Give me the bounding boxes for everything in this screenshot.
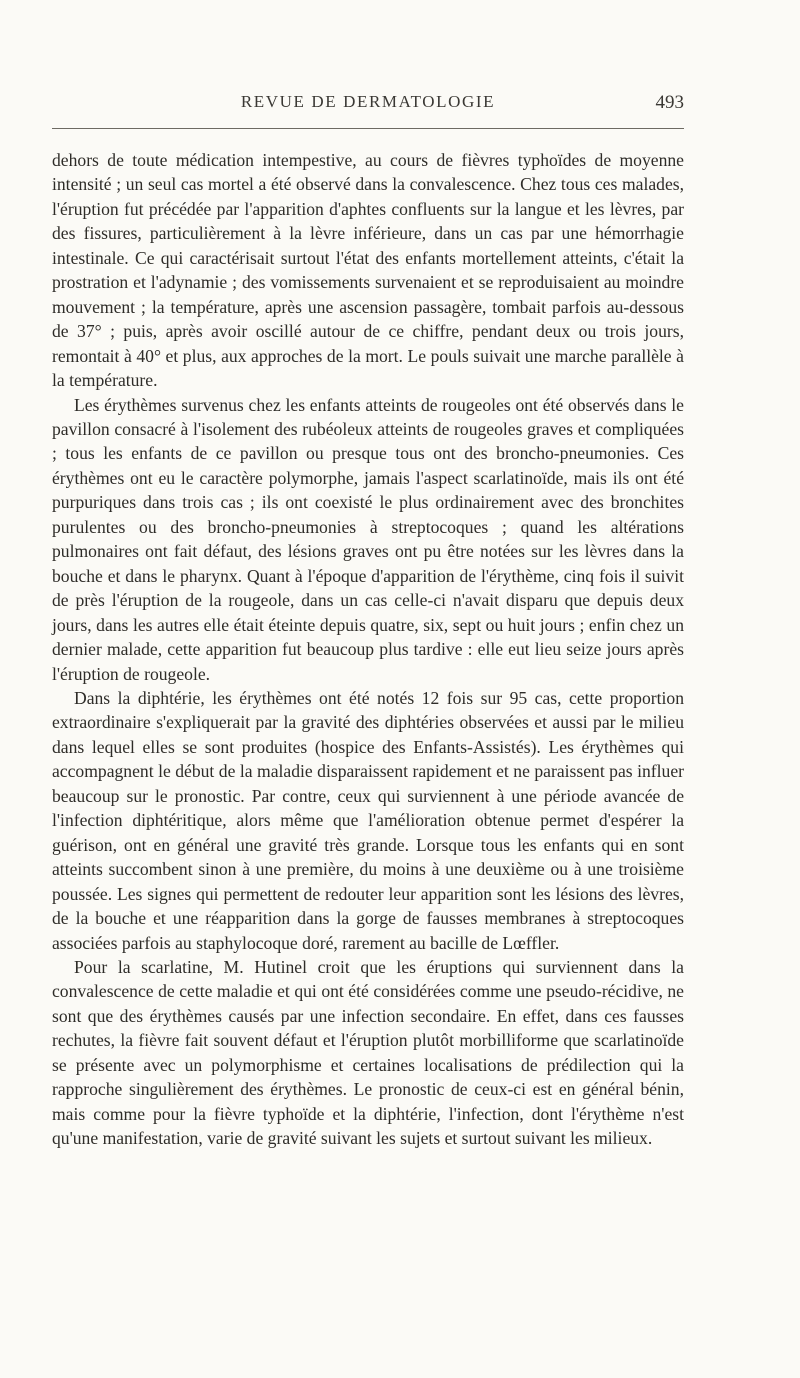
article-body [52, 148, 684, 1151]
header-rule [52, 128, 684, 129]
paragraph-scarlatine: Pour la scarlatine, M. Hutinel croit que les éruptions qui surviennent dans la convalescence de cette maladie et qui ont été considérées comme une pseudo-récidive, ne sont que des érythèmes causés par une infection secondaire. En effet, dans ces fausses rechutes, la fièvre fait souvent défaut et l'éruption plutôt morbilliforme que scarlatinoïde se présente avec un polymorphisme et certaines localisations de prédilection qui la rapproche singulièrement des érythèmes. Le pronostic de ceux-ci est en général bénin, mais comme pour la fièvre typhoïde et la diphtérie, l'infection, dont l'érythème n'est qu'une manifestation, varie de gravité suivant les sujets et surtout suivant les milieux. [52, 956, 684, 1149]
paragraph-rougeole: Les érythèmes survenus chez les enfants atteints de rougeoles ont été observés dans le pavillon consacré à l'isolement des rubéoleux atteints de rougeoles graves et compliquées ; tous les enfants de ce pavillon ou presque tous ont des broncho-pneumonies. Ces érythèmes ont eu le caractère polymorphe, jamais l'aspect scarlatinoïde, mais ils ont été purpuriques dans trois cas ; ils ont coexisté le plus ordinairement avec des bronchites purulentes ou des broncho-pneumonies à streptocoques ; quand les altérations pulmonaires ont fait défaut, des lésions graves ont pu être notées sur les lèvres dans la bouche et dans le pharynx. Quant à l'époque d'apparition de l'érythème, cinq fois il suivit de près l'éruption de la rougeole, dans un cas celle-ci n'avait disparu que depuis deux jours, dans les autres elle était éteinte depuis quatre, six, sept ou huit jours ; enfin chez un dernier malade, cette apparition fut beaucoup plus tardive : elle eut lieu seize jours après l'éruption de rougeole. [52, 394, 684, 684]
running-title: REVUE DE DERMATOLOGIE [240, 92, 496, 111]
page-number: 493 [655, 92, 684, 113]
paragraph-continuation: dehors de toute médication intempestive, au cours de fièvres typhoïdes de moyenne intensité ; un seul cas mortel a été observé dans la convalescence. Chez tous ces malades, l'éruption fut précédée par l'apparition d'aphtes confluents sur la langue et les lèvres, par des fissures, particulièrement à la lèvre inférieure, dans un cas par une hémorrhagie intestinale. Ce qui caractérisait surtout l'état des enfants mortellement atteints, c'était la prostration et l'adynamie ; des vomissements survenaient et se reproduisaient au moindre mouvement ; la température, après une ascension passagère, tombait parfois au-dessous de 37° ; puis, après avoir oscillé autour de ce chiffre, pendant deux ou trois jours, remontait à 40° et plus, aux approches de la mort. Le pouls suivait une marche parallèle à la température. [52, 150, 684, 391]
paragraph-diphterie: Dans la diphtérie, les érythèmes ont été notés 12 fois sur 95 cas, cette proportion extraordinaire s'expliquerait par la gravité des diphtéries observées et aussi par le milieu dans lequel elles se sont produites (hospice des Enfants-Assistés). Les érythèmes qui accompagnent le début de la maladie disparaissent rapidement et ne paraissent pas influer beaucoup sur le pronostic. Par contre, ceux qui surviennent à une période avancée de l'infection diphtéritique, alors même que l'amélioration obtenue permet d'espérer la guérison, ont en général une gravité très grande. Lorsque tous les enfants qui en sont atteints succombent sinon à une première, du moins à une deuxième ou à une troisième poussée. Les signes qui permettent de redouter leur apparition sont les lésions des lèvres, de la bouche et une réapparition dans la gorge de fausses membranes à streptocoques associées parfois au staphylocoque doré, rarement au bacille de Lœffler. [52, 687, 684, 953]
page-header [52, 92, 684, 118]
